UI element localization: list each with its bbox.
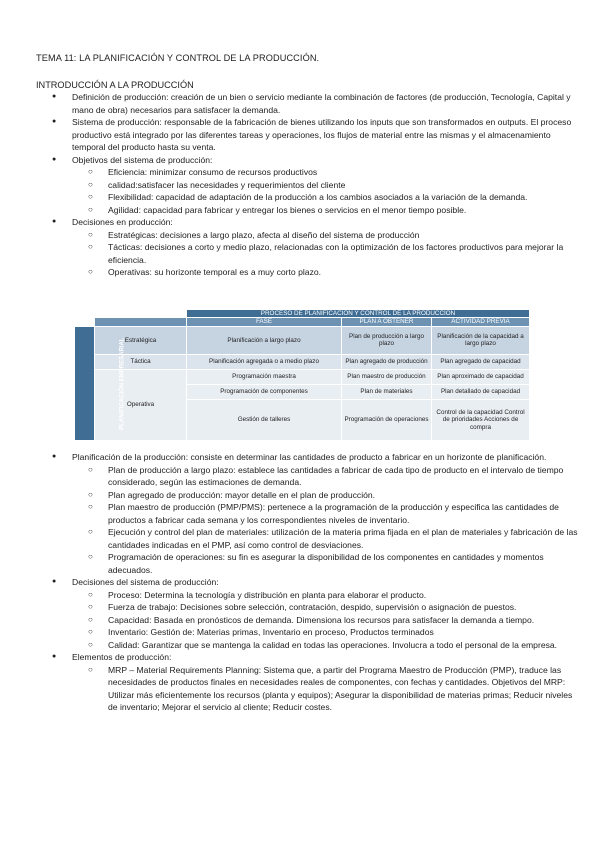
list-item: ○ Plan de producción a largo plazo: establece las cantidades a fabricar de cada tipo de producto en el intervalo de tiempo considerado, según las estimaciones de demanda.	[36, 464, 584, 489]
bullet-decisiones: ● Decisiones en producción: ○ Estratégicas: decisiones a largo plazo, afecta al diseño del sistema de producción ○ Tácticas: decisiones a corto y medio plazo, relacionadas con la optimización de los factores productivos para mejorar la eficiencia. ○ Operativas: su horizonte temporal es a muy corto plazo.	[36, 216, 584, 279]
planning-content	[36, 451, 584, 714]
table-cell: Programación de operaciones	[342, 399, 432, 440]
table-cell: Plan agregado de capacidad	[432, 354, 530, 369]
table-cell: Control de la capacidad Control de prioridades Acciones de compra	[432, 399, 530, 440]
planning-process-figure	[74, 309, 529, 441]
list-item: ○ Calidad: Garantizar que se mantenga la calidad en todas las operaciones. Involucra a todo el personal de la empresa.	[36, 639, 584, 652]
list-item: ○ Flexibilidad: capacidad de adaptación de la producción a los cambios asociados a la variación de la demanda.	[36, 191, 584, 204]
table-cell: Plan aproximado de capacidad	[432, 369, 530, 384]
table-cell: Operativa	[95, 369, 187, 440]
list-item: ○ Estratégicas: decisiones a largo plazo, afecta al diseño del sistema de producción	[36, 229, 584, 242]
list-item: ○ calidad:satisfacer las necesidades y requerimientos del cliente	[36, 179, 584, 192]
column-header: ACTIVIDAD PREVIA	[432, 318, 530, 326]
table-cell: Programación maestra	[187, 369, 342, 384]
table-cell: Programación de componentes	[187, 384, 342, 399]
list-item: ○ Capacidad: Basada en pronósticos de demanda. Dimensiona los recursos para satisfacer la demanda a tiempo.	[36, 614, 584, 627]
list-item: ○ Eficiencia: minimizar consumo de recursos productivos	[36, 166, 584, 179]
list-item: ○ Inventario: Gestión de: Materias primas, Inventario en proceso, Productos terminados	[36, 626, 584, 639]
list-item: ○ Fuerza de trabajo: Decisiones sobre selección, contratación, despido, supervisión o asignación de puestos.	[36, 601, 584, 614]
planning-process-table	[74, 309, 530, 441]
table-cell: Plan maestro de producción	[342, 369, 432, 384]
bullet-objetivos: ● Objetivos del sistema de producción: ○ Eficiencia: minimizar consumo de recursos productivos ○ calidad:satisfacer las necesidades y requerimientos del cliente ○ Flexibilidad: capacidad de adaptación de la producción a los cambios asociados a la variación de la demanda. ○ Agilidad: capacidad para fabricar y entregar los bienes o servicios en el menor tiempo posible.	[36, 154, 584, 217]
list-item: ○ Agilidad: capacidad para fabricar y entregar los bienes o servicios en el menor tiempo posible.	[36, 204, 584, 217]
list-item: ○ Ejecución y control del plan de materiales: utilización de la materia prima fijada en el plan de materiales y fabricación de las cantidades indicadas en el PMP, así como control de desviaciones.	[36, 526, 584, 551]
table-cell: Estratégica	[95, 326, 187, 354]
bullet-elementos: ● Elementos de producción: ○ MRP – Material Requirements Planning: Sistema que, a partir del Programa Maestro de Producción (PMP), traduce las necesidades de productos finales en necesidades reales de componentes, con fechas y cantidades. Objetivos del MRP: Utilizar más eficientemente los recursos (planta y equipos); Asegurar la disponibilidad de materias primas; Reducir niveles de inventario; Mejorar el servicio al cliente; Reducir costes.	[36, 651, 584, 714]
column-header: FASE	[187, 318, 342, 326]
bullet-planificacion: ● Planificación de la producción: consiste en determinar las cantidades de producto a fabricar en un horizonte de planificación. ○ Plan de producción a largo plazo: establece las cantidades a fabricar de cada tipo de producto en el intervalo de tiempo considerado, según las estimaciones de demanda. ○ Plan agregado de producción: mayor detalle en el plan de producción. ○ Plan maestro de producción (PMP/PMS): pertenece a la programación de la producción y especifica las cantidades de productos a fabricar cada semana y los correspondientes niveles de inventario. ○ Ejecución y control del plan de materiales: utilización de la materia prima fijada en el plan de materiales y fabricación de las cantidades indicadas en el PMP, así como control de desviaciones. ○ Programación de operaciones: su fin es asegurar la disponibilidad de los componentes en cantidades y momentos adecuados.	[36, 451, 584, 576]
table-cell: Gestión de talleres	[187, 399, 342, 440]
table-cell: Plan agregado de producción	[342, 354, 432, 369]
table-cell: Planificación agregada o a medio plazo	[187, 354, 342, 369]
bullet-decisiones-sistema: ● Decisiones del sistema de producción: ○ Proceso: Determina la tecnología y distribución en planta para elaborar el producto. ○ Fuerza de trabajo: Decisiones sobre selección, contratación, despido, supervisión o asignación de puestos. ○ Capacidad: Basada en pronósticos de demanda. Dimensiona los recursos para satisfacer la demanda a tiempo. ○ Inventario: Gestión de: Materias primas, Inventario en proceso, Productos terminados ○ Calidad: Garantizar que se mantenga la calidad en todas las operaciones. Involucra a todo el personal de la empresa.	[36, 576, 584, 651]
list-item: ○ Programación de operaciones: su fin es asegurar la disponibilidad de los componentes en cantidades y momentos adecuados.	[36, 551, 584, 576]
table-cell: Táctica	[95, 354, 187, 369]
table-cell: Planificación de la capacidad a largo plazo	[432, 326, 530, 354]
bullet-sistema: ● Sistema de producción: responsable de la fabricación de bienes utilizando los inputs que son transformados en outputs. El proceso productivo está integrado por las diferentes tareas y operaciones, los flujos de material entre las mismas y el almacenamiento temporal del producto hasta su venta.	[36, 116, 584, 154]
table-header: PROCESO DE PLANIFICACIÓN Y CONTROL DE LA PRODUCCIÓN	[187, 310, 530, 318]
column-header: PLAN A OBTENER	[342, 318, 432, 326]
list-item: ○ Tácticas: decisiones a corto y medio plazo, relacionadas con la optimización de los factores productivos para mejorar la eficiencia.	[36, 241, 584, 266]
bullet-definicion: ● Definición de producción: creación de un bien o servicio mediante la combinación de factores (de producción, Tecnología, Capital y mano de obra) necesarios para satisfacer la demanda.	[36, 91, 584, 116]
section-heading: INTRODUCCIÓN A LA PRODUCCIÓN	[36, 80, 194, 90]
list-item: ○ Plan agregado de producción: mayor detalle en el plan de producción.	[36, 489, 584, 502]
table-cell: Plan de producción a largo plazo	[342, 326, 432, 354]
list-item: ○ Plan maestro de producción (PMP/PMS): pertenece a la programación de la producción y especifica las cantidades de productos a fabricar cada semana y los correspondientes niveles de inventario.	[36, 501, 584, 526]
list-item: ○ MRP – Material Requirements Planning: Sistema que, a partir del Programa Maestro de Producción (PMP), traduce las necesidades de productos finales en necesidades reales de componentes, con fechas y cantidades. Objetivos del MRP: Utilizar más eficientemente los recursos (planta y equipos); Asegurar la disponibilidad de materias primas; Reducir niveles de inventario; Mejorar el servicio al cliente; Reducir costes.	[36, 664, 584, 714]
side-label: PLANIFICACIÓN EMPRESARIAL	[75, 326, 95, 440]
table-cell: Planificación a largo plazo	[187, 326, 342, 354]
table-cell: Plan de materiales	[342, 384, 432, 399]
list-item: ○ Proceso: Determina la tecnología y distribución en planta para elaborar el producto.	[36, 589, 584, 602]
list-item: ○ Operativas: su horizonte temporal es a muy corto plazo.	[36, 266, 584, 279]
table-cell: Plan detallado de capacidad	[432, 384, 530, 399]
intro-content	[36, 91, 584, 279]
document-title: TEMA 11: LA PLANIFICACIÓN Y CONTROL DE LA PRODUCCIÓN.	[36, 53, 320, 63]
